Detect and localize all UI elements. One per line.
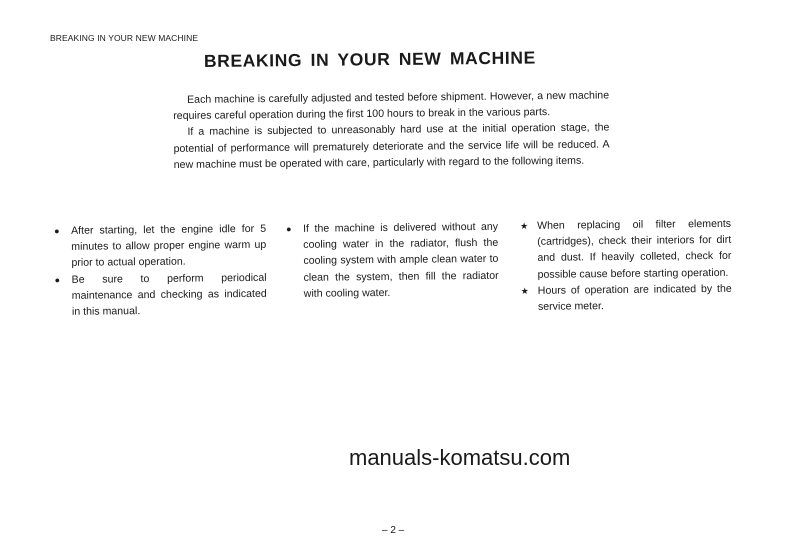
star-icon: ★ <box>520 220 529 231</box>
column-1 <box>54 221 267 320</box>
list-item <box>521 281 732 316</box>
list-item-text: Hours of operation are indicated by the service meter. <box>537 282 732 313</box>
list-item <box>55 269 267 320</box>
list-item-text: After starting, let the engine idle for 5 minutes to allow proper engine warm up prior to actual operation. <box>71 222 267 270</box>
bullet-icon: ● <box>54 225 60 236</box>
column-3 <box>520 216 732 315</box>
watermark-text: manuals-komatsu.com <box>349 445 571 470</box>
list-item-text: If the machine is delivered without any cooling water in the radiator, flush the cooling system with ample clean water to clean the system, then fill the radiator with cooling water. <box>303 220 499 300</box>
list-item <box>286 219 499 302</box>
list-item <box>54 221 266 272</box>
intro-text <box>173 87 610 173</box>
star-icon: ★ <box>520 285 529 296</box>
page-number: – 2 – <box>382 525 405 536</box>
running-header: BREAKING IN YOUR NEW MACHINE <box>50 33 199 43</box>
list-item-text: Be sure to perform periodical maintenance and checking as indicated in this manual. <box>71 271 267 318</box>
bullet-icon: ● <box>54 274 61 285</box>
list-item-text: When replacing oil filter elements (cartridges), check their interiors for dirt and dust. If heavily colleted, check for possible cause before starting operation. <box>537 217 732 281</box>
intro-paragraph: Each machine is carefully adjusted and tested before shipment. However, a new machine requires careful operation during the first 100 hours to break in the various parts. <box>173 89 610 123</box>
list-item <box>520 216 732 283</box>
column-2 <box>286 219 499 302</box>
page-title: BREAKING IN YOUR NEW MACHINE <box>203 47 536 71</box>
bullet-icon: ● <box>286 223 292 234</box>
intro-paragraph: If a machine is subjected to unreasonably hard use at the initial operation stage, the potential of performance will prematurely deteriorate and the service life will be reduced. A new machine must be operated with care, particularly with regard to the following items. <box>173 121 610 171</box>
